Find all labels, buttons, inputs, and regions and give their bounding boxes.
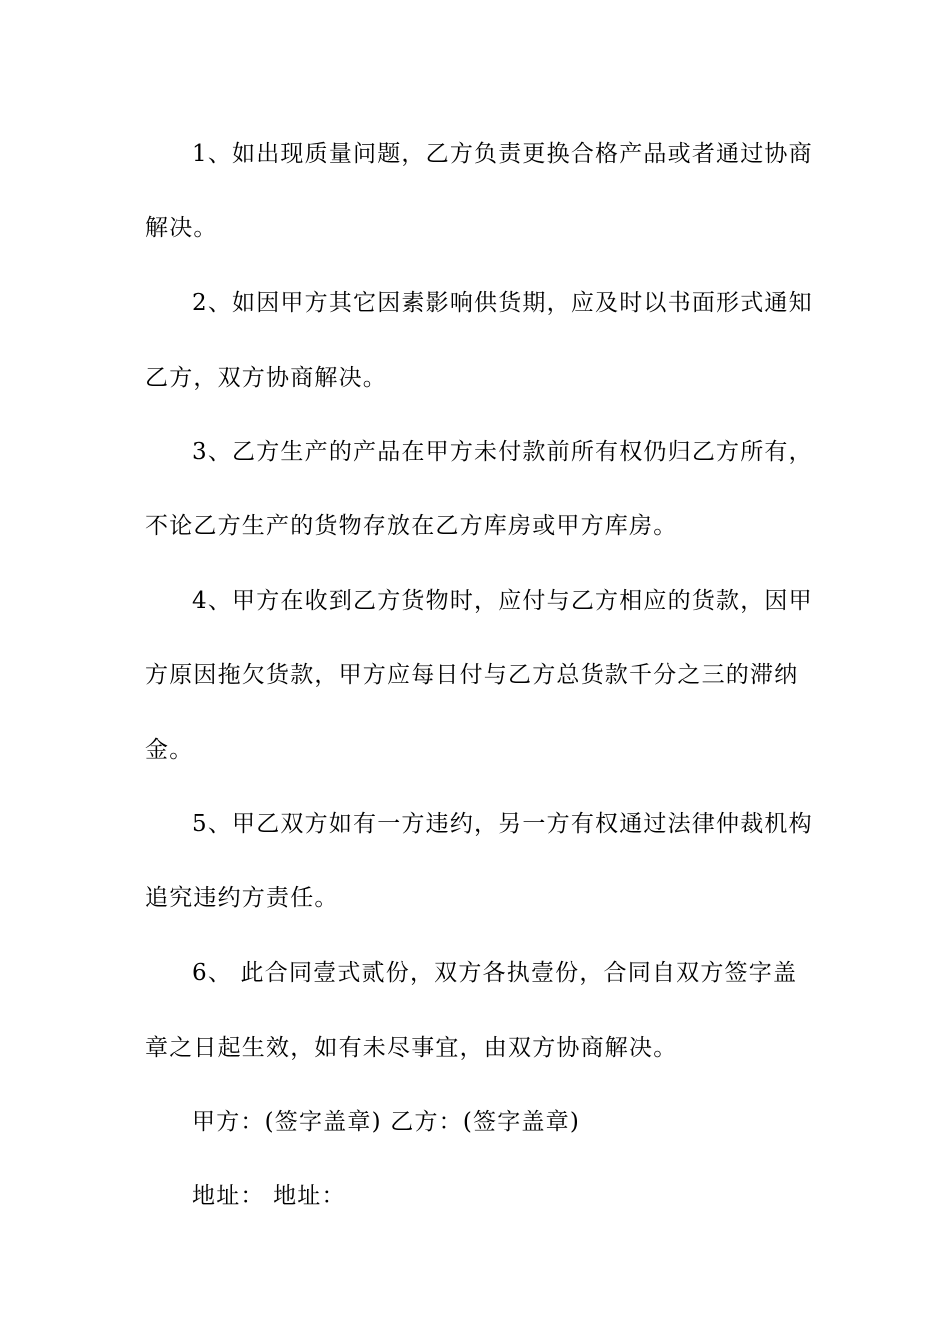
clause-3-line-1: 3、乙方生产的产品在甲方未付款前所有权仍归乙方所有， [192, 439, 813, 465]
address-line: 地址： 地址： [192, 1183, 346, 1209]
clause-4-line-3: 金。 [145, 737, 194, 763]
clause-1-line-1: 1、如出现质量问题，乙方负责更换合格产品或者通过协商 [192, 141, 813, 167]
clause-1-line-2: 解决。 [145, 215, 218, 241]
clause-4-line-1: 4、甲方在收到乙方货物时，应付与乙方相应的货款，因甲 [192, 588, 813, 614]
clause-4-line-2: 方原因拖欠货款，甲方应每日付与乙方总货款千分之三的滞纳 [145, 662, 799, 688]
clause-6-line-2: 章之日起生效，如有未尽事宜，由双方协商解决。 [145, 1035, 678, 1061]
clause-5-line-1: 5、甲乙双方如有一方违约，另一方有权通过法律仲裁机构 [192, 811, 813, 837]
clause-2-line-2: 乙方，双方协商解决。 [145, 365, 387, 391]
clause-3-line-2: 不论乙方生产的货物存放在乙方库房或甲方库房。 [145, 513, 678, 539]
clause-5-line-2: 追究违约方责任。 [145, 885, 339, 911]
clause-2-line-1: 2、如因甲方其它因素影响供货期，应及时以书面形式通知 [192, 290, 813, 316]
clause-6-line-1: 6、 此合同壹式贰份，双方各执壹份，合同自双方签字盖 [192, 960, 798, 986]
signature-line: 甲方：(签字盖章) 乙方：(签字盖章) [192, 1109, 581, 1135]
